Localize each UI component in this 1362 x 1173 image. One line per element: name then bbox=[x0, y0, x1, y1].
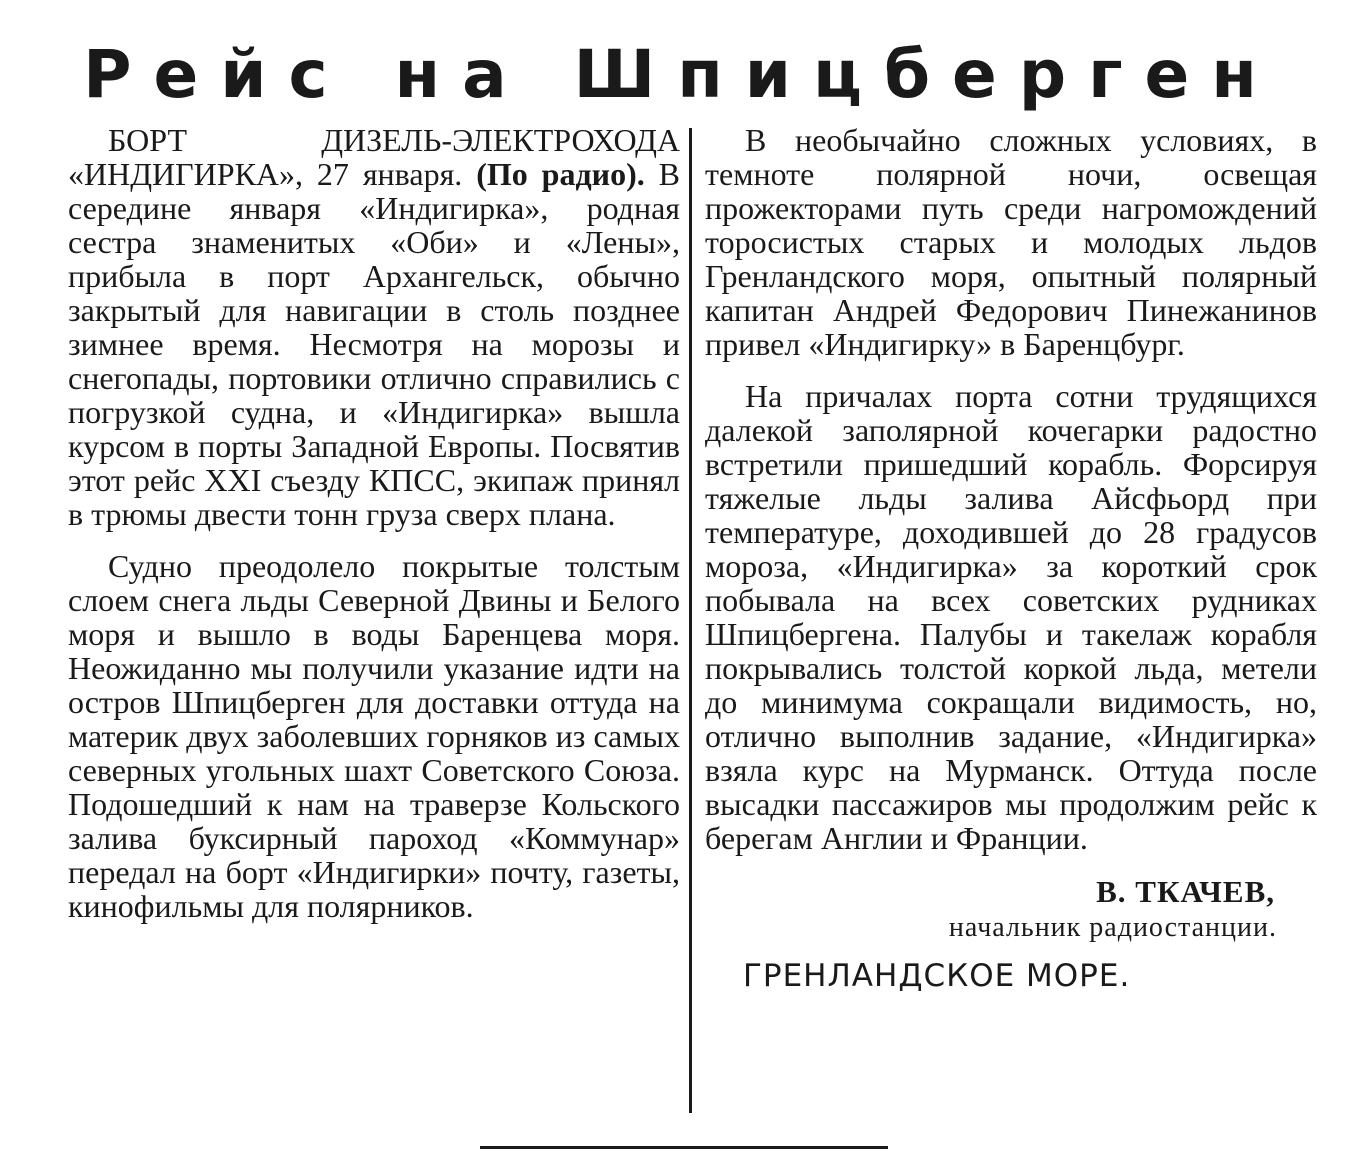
paragraph-1-text: В середине января «Индигирка», родная сестра знаменитых «Оби» и «Лены», прибыла в порт Архангельск, обычно закрытый для навигации в столь позднее зимнее время. Несмотря на морозы и снегопады, портовики отлично справились с погрузкой судна, и «Индигирка» вышла курсом в порты Западной Европы. Посвятив этот рейс XXI съезду КПСС, экипаж принял в трюмы двести тонн груза сверх плана. bbox=[68, 156, 681, 532]
author-position: начальник радиостанции. bbox=[948, 912, 1277, 943]
paragraph-1 bbox=[68, 123, 680, 531]
author-name: В. ТКАЧЕВ, bbox=[1096, 874, 1275, 909]
headline: Рейс на Шпицберген bbox=[83, 36, 1279, 113]
paragraph-2: Судно преодолело покрытые толстым слоем снега льды Северной Двины и Белого моря и вышло в воды Баренцева моря. Неожиданно мы получили указание идти на остров Шпицберген для доставки оттуда на материк двух заболевших горняков из самых северных угольных шахт Советского Союза. Подошедший к нам на траверзе Кольского залива буксирный пароход «Коммунар» передал на борт «Индигирки» почту, газеты, кинофильмы для полярников. bbox=[68, 548, 680, 924]
paragraph-4: На причалах порта сотни трудящихся далекой заполярной кочегарки радостно встретили пришедший корабль. Форсируя тяжелые льды залива Айсфьорд при температуре, доходившей до 28 градусов мороза, «Индигирка» за короткий срок побывала на всех советских рудниках Шпицбергена. Палубы и такелаж корабля покрывались толстой коркой льда, метели до минимума сокращали видимость, но, отлично выполнив задание, «Индигирка» взяла курс на Мурманск. Оттуда после высадки пассажиров мы продолжим рейс к берегам Англии и Франции. bbox=[705, 378, 1317, 856]
left-column bbox=[68, 123, 680, 923]
bottom-rule bbox=[480, 1146, 888, 1149]
dateline-source: (По радио). bbox=[476, 156, 645, 192]
right-column bbox=[705, 123, 1317, 993]
column-divider bbox=[689, 128, 692, 1113]
dateline: БОРТ ДИЗЕЛЬ-ЭЛЕКТРОХОДА «ИНДИГИРКА», 27 января. bbox=[68, 122, 680, 192]
paragraph-3: В необычайно сложных условиях, в темноте полярной ночи, освещая прожекторами путь среди нагромождений торосистых старых и молодых льдов Гренландского моря, опытный полярный капитан Андрей Федорович Пинежанинов привел «Индигирку» в Баренцбург. bbox=[705, 122, 1317, 362]
location: ГРЕНЛАНДСКОЕ МОРЕ. bbox=[743, 958, 1131, 994]
